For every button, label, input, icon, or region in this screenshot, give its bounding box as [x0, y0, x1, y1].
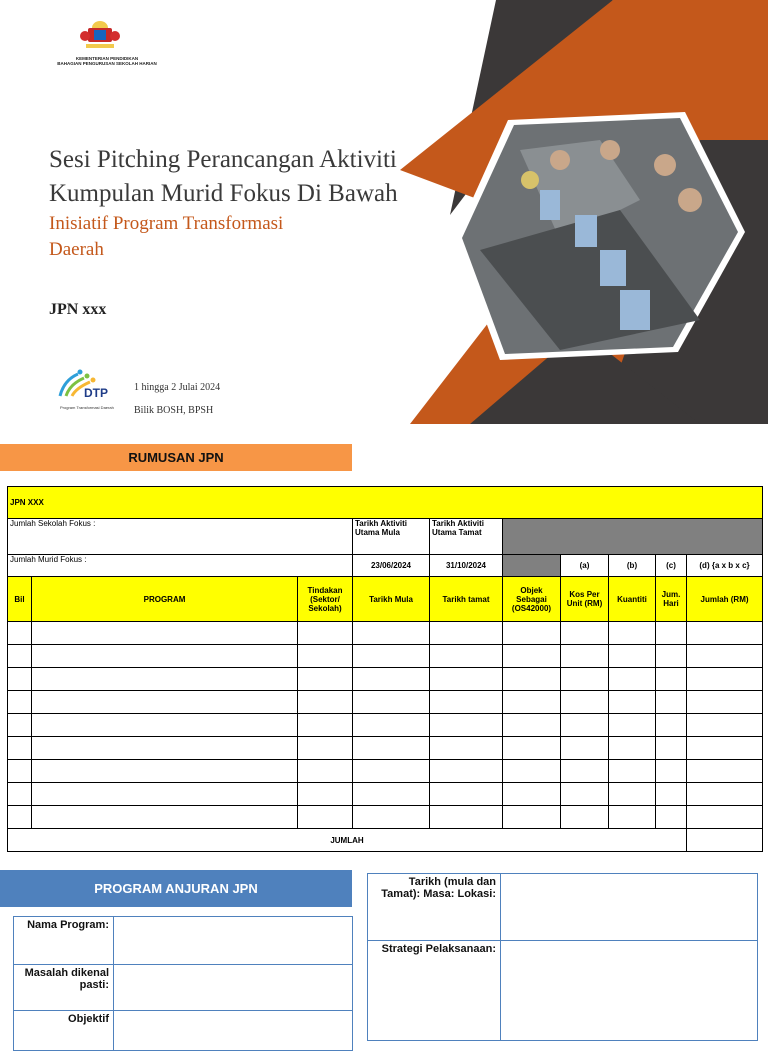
table-cell[interactable]: [503, 691, 561, 714]
col-tindakan: Tindakan (Sektor/ Sekolah): [298, 577, 353, 622]
table-cell[interactable]: [609, 691, 656, 714]
table-cell[interactable]: [8, 668, 32, 691]
jumlah-murid-label: Jumlah Murid Fokus :: [8, 555, 353, 577]
table-cell[interactable]: [8, 691, 32, 714]
table-cell[interactable]: [32, 714, 298, 737]
table-cell[interactable]: [430, 714, 503, 737]
table-cell[interactable]: [353, 806, 430, 829]
jumlah-sekolah-label: Jumlah Sekolah Fokus :: [8, 519, 353, 555]
table-cell[interactable]: [298, 783, 353, 806]
tarikh-tamat-value[interactable]: 31/10/2024: [430, 555, 503, 577]
table-cell[interactable]: [353, 622, 430, 645]
table-row: [8, 691, 763, 714]
table-cell[interactable]: [8, 622, 32, 645]
table-cell[interactable]: [503, 737, 561, 760]
subtitle-line-1: Inisiatif Program Transformasi: [49, 213, 284, 234]
jpn-label: JPN xxx: [49, 301, 107, 318]
col-tarikh-mula: Tarikh Mula: [353, 577, 430, 622]
formula-b: (b): [609, 555, 656, 577]
table-cell[interactable]: [298, 714, 353, 737]
table-cell[interactable]: [687, 783, 763, 806]
tarikh-masa-lokasi-label: Tarikh (mula dan Tamat): Masa: Lokasi:: [368, 874, 501, 941]
table-cell[interactable]: [609, 714, 656, 737]
table-cell[interactable]: [32, 668, 298, 691]
objektif-field[interactable]: [114, 1011, 353, 1051]
table-cell[interactable]: [687, 622, 763, 645]
table-cell[interactable]: [609, 622, 656, 645]
col-objek: Objek Sebagai (OS42000): [503, 577, 561, 622]
ministry-name: KEMENTERIAN PENDIDIKAN: [75, 56, 139, 61]
strategi-label: Strategi Pelaksanaan:: [368, 941, 501, 1041]
table-cell[interactable]: [298, 691, 353, 714]
cover-slide: [0, 0, 768, 424]
table-cell[interactable]: [430, 691, 503, 714]
table-cell[interactable]: [656, 737, 687, 760]
table-cell[interactable]: [503, 668, 561, 691]
table-cell[interactable]: [503, 760, 561, 783]
table-cell[interactable]: [561, 645, 609, 668]
table-cell[interactable]: [656, 691, 687, 714]
table-cell[interactable]: [32, 737, 298, 760]
event-date: 1 hingga 2 Julai 2024: [134, 382, 221, 393]
table-cell[interactable]: [503, 806, 561, 829]
table-cell[interactable]: [503, 783, 561, 806]
table-cell[interactable]: [430, 668, 503, 691]
table-cell[interactable]: [8, 737, 32, 760]
malaysia-crest-logo: [80, 18, 120, 50]
table-cell[interactable]: [8, 760, 32, 783]
objektif-label: Objektif: [14, 1011, 114, 1051]
formula-a: (a): [561, 555, 609, 577]
table-cell[interactable]: [656, 668, 687, 691]
strategi-field[interactable]: [501, 941, 758, 1041]
table-cell[interactable]: [430, 645, 503, 668]
masalah-field[interactable]: [114, 965, 353, 1011]
table-cell[interactable]: [656, 714, 687, 737]
total-label: JUMLAH: [8, 829, 687, 852]
tarikh-tamat-label: Tarikh Aktiviti Utama Tamat: [430, 519, 503, 555]
table-cell[interactable]: [298, 668, 353, 691]
table-cell[interactable]: [656, 806, 687, 829]
table-cell[interactable]: [353, 760, 430, 783]
table-cell[interactable]: [609, 783, 656, 806]
tarikh-masa-lokasi-field[interactable]: [501, 874, 758, 941]
table-cell[interactable]: [430, 737, 503, 760]
rumusan-header: RUMUSAN JPN: [0, 444, 352, 471]
table-cell[interactable]: [32, 691, 298, 714]
table-cell[interactable]: [8, 714, 32, 737]
formula-d: (d) {a x b x c}: [687, 555, 763, 577]
nama-program-label: Nama Program:: [14, 917, 114, 965]
table-cell[interactable]: [561, 668, 609, 691]
table-cell[interactable]: [687, 668, 763, 691]
col-kos: Kos Per Unit (RM): [561, 577, 609, 622]
title-line-2: Kumpulan Murid Fokus Di Bawah: [49, 180, 398, 207]
table-cell[interactable]: [687, 714, 763, 737]
program-form-left: [13, 916, 353, 1051]
table-cell[interactable]: [8, 783, 32, 806]
col-program: PROGRAM: [32, 577, 298, 622]
rumusan-table: [7, 486, 763, 852]
table-cell[interactable]: [609, 645, 656, 668]
table-cell[interactable]: [609, 737, 656, 760]
table-cell[interactable]: [561, 783, 609, 806]
table-cell[interactable]: [298, 806, 353, 829]
col-hari: Jum. Hari: [656, 577, 687, 622]
grey-filler: [503, 519, 763, 555]
table-cell[interactable]: [609, 806, 656, 829]
table-cell[interactable]: [561, 622, 609, 645]
table-cell[interactable]: [8, 806, 32, 829]
col-jumlah: Jumlah (RM): [687, 577, 763, 622]
table-cell[interactable]: [298, 645, 353, 668]
title-line-1: Sesi Pitching Perancangan Aktiviti: [49, 146, 397, 173]
event-venue: Bilik BOSH, BPSH: [134, 405, 214, 416]
nama-program-field[interactable]: [114, 917, 353, 965]
table-cell[interactable]: [298, 760, 353, 783]
table-row: [8, 760, 763, 783]
grey-filler-2: [503, 555, 561, 577]
table-cell[interactable]: [353, 645, 430, 668]
table-row: [8, 714, 763, 737]
table-cell[interactable]: [687, 760, 763, 783]
jpn-name-cell: JPN XXX: [8, 487, 763, 519]
col-kuantiti: Kuantiti: [609, 577, 656, 622]
table-row: [8, 645, 763, 668]
table-row: [8, 806, 763, 829]
table-row: [8, 622, 763, 645]
total-value-cell[interactable]: [687, 829, 763, 852]
table-cell[interactable]: [503, 714, 561, 737]
table-cell[interactable]: [561, 714, 609, 737]
dtp-logo-caption: Program Transformasi Daerah: [60, 405, 114, 410]
table-cell[interactable]: [298, 737, 353, 760]
table-row: [8, 668, 763, 691]
table-cell[interactable]: [32, 806, 298, 829]
table-cell[interactable]: [609, 760, 656, 783]
table-cell[interactable]: [687, 691, 763, 714]
table-cell[interactable]: [32, 622, 298, 645]
table-cell[interactable]: [353, 783, 430, 806]
table-cell[interactable]: [656, 760, 687, 783]
col-bil: Bil: [8, 577, 32, 622]
table-cell[interactable]: [561, 806, 609, 829]
table-cell[interactable]: [32, 760, 298, 783]
table-cell[interactable]: [561, 737, 609, 760]
table-cell[interactable]: [353, 668, 430, 691]
table-cell[interactable]: [503, 622, 561, 645]
table-cell[interactable]: [353, 714, 430, 737]
col-tarikh-tamat: Tarikh tamat: [430, 577, 503, 622]
program-form-right: [367, 873, 758, 1041]
table-cell[interactable]: [353, 737, 430, 760]
masalah-label: Masalah dikenal pasti:: [14, 965, 114, 1011]
ministry-division: BAHAGIAN PENGURUSAN SEKOLAH HARIAN: [57, 61, 157, 66]
table-row: [8, 783, 763, 806]
table-cell[interactable]: [656, 645, 687, 668]
table-cell[interactable]: [32, 645, 298, 668]
tarikh-mula-value[interactable]: 23/06/2024: [353, 555, 430, 577]
tarikh-mula-label: Tarikh Aktiviti Utama Mula: [353, 519, 430, 555]
table-cell[interactable]: [353, 691, 430, 714]
table-row: [8, 737, 763, 760]
table-cell[interactable]: [430, 783, 503, 806]
table-cell[interactable]: [430, 806, 503, 829]
table-cell[interactable]: [561, 691, 609, 714]
program-anjuran-header: PROGRAM ANJURAN JPN: [0, 870, 352, 907]
table-cell[interactable]: [8, 645, 32, 668]
table-body: [8, 622, 763, 829]
dtp-logo-text: DTP: [84, 386, 108, 400]
table-cell[interactable]: [561, 760, 609, 783]
formula-c: (c): [656, 555, 687, 577]
table-cell[interactable]: [687, 737, 763, 760]
table-cell[interactable]: [687, 806, 763, 829]
table-cell[interactable]: [430, 622, 503, 645]
table-cell[interactable]: [298, 622, 353, 645]
table-cell[interactable]: [32, 783, 298, 806]
dtp-logo: [50, 366, 120, 416]
table-cell[interactable]: [656, 622, 687, 645]
table-cell[interactable]: [430, 760, 503, 783]
table-cell[interactable]: [687, 645, 763, 668]
table-cell[interactable]: [656, 783, 687, 806]
table-cell[interactable]: [609, 668, 656, 691]
subtitle-line-2: Daerah: [49, 239, 104, 260]
table-cell[interactable]: [503, 645, 561, 668]
